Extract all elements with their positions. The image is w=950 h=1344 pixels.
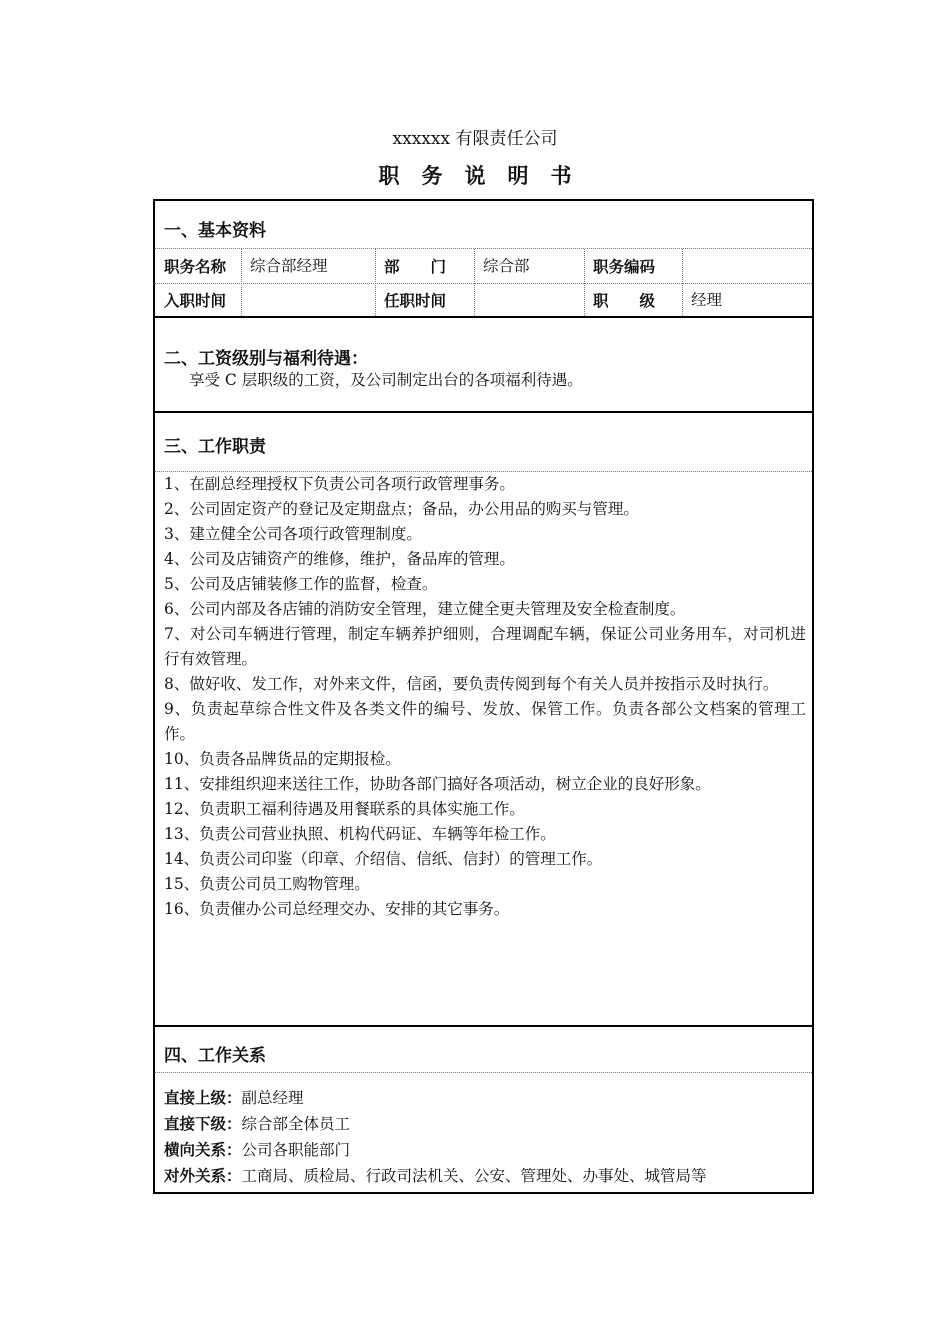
relation-row (164, 1111, 707, 1137)
job-level-label: 职 级 (593, 291, 656, 310)
job-code-value (682, 250, 812, 283)
hire-date-label: 入职时间 (164, 291, 227, 310)
relation-row (164, 1085, 707, 1111)
relation-row (164, 1137, 707, 1163)
column-divider (375, 249, 376, 316)
department-value: 综合部 (483, 257, 530, 275)
column-divider (241, 249, 242, 316)
appointment-date-label: 任职时间 (384, 291, 447, 310)
section-divider (155, 411, 812, 413)
divider (155, 248, 812, 249)
duty-item: 12、负责职工福利待遇及用餐联系的具体实施工作。 (164, 800, 525, 818)
relation-value: 副总经理 (241, 1089, 304, 1107)
duty-item: 13、负责公司营业执照、机构代码证、车辆等年检工作。 (164, 825, 556, 843)
job-name-value: 综合部经理 (250, 257, 328, 275)
relations-list (164, 1085, 707, 1189)
section-salary-heading: 二、工资级别与福利待遇： (164, 349, 368, 369)
relation-value: 综合部全体员工 (241, 1115, 351, 1133)
duty-item: 14、负责公司印鉴（印章、介绍信、信纸、信封）的管理工作。 (164, 850, 603, 868)
relation-key: 直接上级： (164, 1088, 242, 1107)
duty-item: 16、负责催办公司总经理交办、安排的其它事务。 (164, 900, 510, 918)
duty-item: 7、对公司车辆进行管理，制定车辆养护细则，合理调配车辆，保证公司业务用车，对司机进行有效管理。 (164, 625, 806, 668)
job-name-label: 职务名称 (164, 257, 227, 276)
relation-key: 对外关系： (164, 1166, 242, 1185)
salary-benefit-text: 享受 C 层职级的工资，及公司制定出台的各项福利待遇。 (189, 371, 583, 389)
relation-value: 公司各职能部门 (241, 1141, 351, 1159)
job-level-value: 经理 (691, 291, 723, 309)
duty-item: 1、在副总经理授权下负责公司各项行政管理事务。 (164, 475, 515, 493)
divider (155, 1072, 812, 1073)
duty-item: 15、负责公司员工购物管理。 (164, 875, 370, 893)
duty-item: 3、建立健全公司各项行政管理制度。 (164, 525, 422, 543)
section-duties-heading: 三、工作职责 (164, 437, 266, 457)
relation-value: 工商局、质检局、行政司法机关、公安、管理处、办事处、城管局等 (241, 1167, 707, 1185)
relation-key: 横向关系： (164, 1140, 242, 1159)
duty-item: 4、公司及店铺资产的维修，维护，备品库的管理。 (164, 550, 515, 568)
column-divider (584, 249, 585, 316)
job-description-table (153, 199, 814, 1194)
duties-list (164, 472, 806, 922)
job-code-label: 职务编码 (593, 257, 656, 276)
duty-item: 5、公司及店铺装修工作的监督，检查。 (164, 575, 438, 593)
duty-item: 11、安排组织迎来送往工作，协助各部门搞好各项活动，树立企业的良好形象。 (164, 775, 711, 793)
hire-date-value (241, 284, 375, 317)
relation-key: 直接下级： (164, 1114, 242, 1133)
document-title: 职务说明书 (378, 163, 594, 188)
department-label: 部 门 (384, 257, 447, 276)
column-divider (682, 249, 683, 316)
duty-item: 10、负责各品牌货品的定期报检。 (164, 750, 401, 768)
duty-item: 2、公司固定资产的登记及定期盘点；备品，办公用品的购买与管理。 (164, 500, 639, 518)
duty-item: 9、负责起草综合性文件及各类文件的编号、发放、保管工作。负责各部公文档案的管理工作。 (164, 700, 806, 743)
appointment-date-value (474, 284, 584, 317)
section-basic-info-heading: 一、基本资料 (164, 221, 266, 241)
section-divider (155, 316, 812, 318)
section-divider (155, 1025, 812, 1027)
relation-row (164, 1163, 707, 1189)
company-name: xxxxxx 有限责任公司 (392, 129, 558, 149)
column-divider (474, 249, 475, 316)
section-relations-heading: 四、工作关系 (164, 1046, 266, 1066)
duty-item: 8、做好收、发工作，对外来文件，信函，要负责传阅到每个有关人员并按指示及时执行。 (164, 675, 779, 693)
duty-item: 6、公司内部及各店铺的消防安全管理，建立健全更夫管理及安全检查制度。 (164, 600, 686, 618)
